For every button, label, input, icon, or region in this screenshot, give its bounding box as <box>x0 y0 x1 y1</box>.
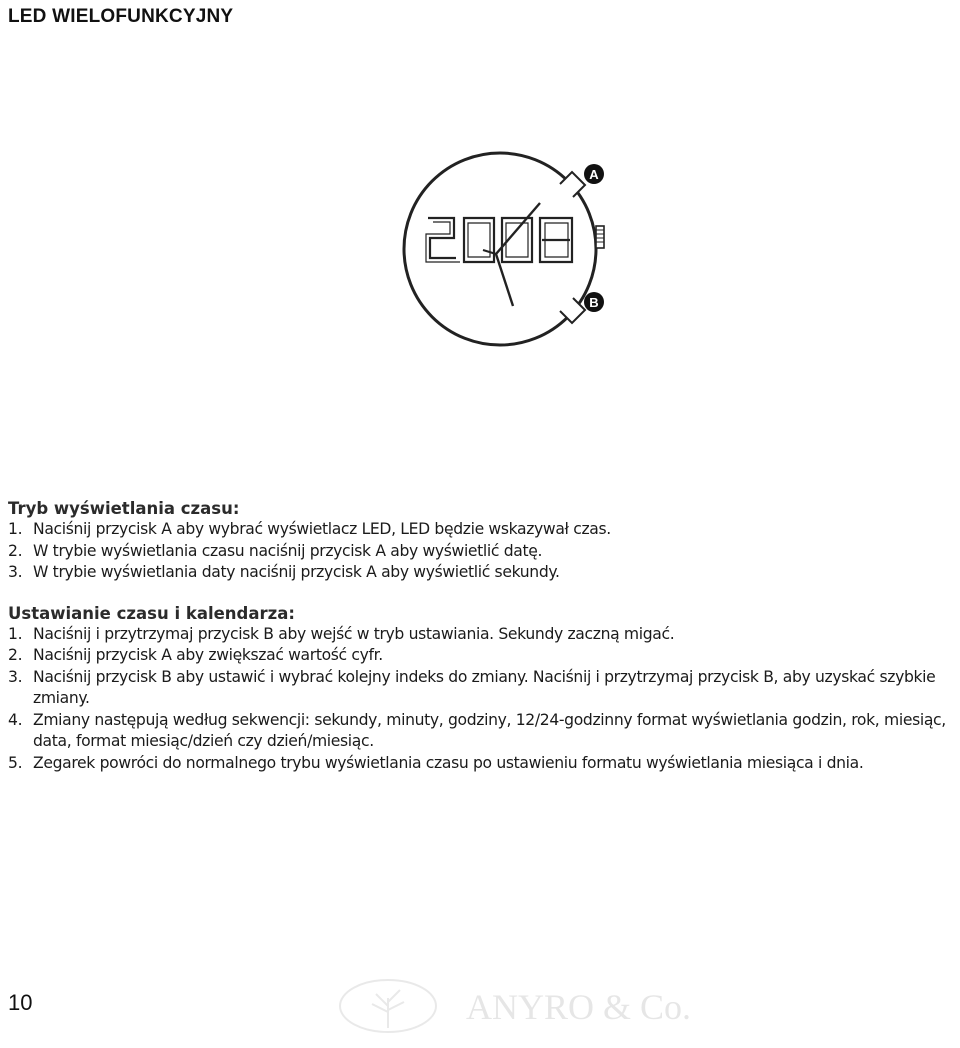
watermark <box>336 976 692 1036</box>
section-heading-display-mode: Tryb wyświetlania czasu: <box>8 499 240 518</box>
button-a-label: A <box>589 167 599 182</box>
page-title: LED WIELOFUNKCYJNY <box>8 6 234 27</box>
list-item: 1. Naciśnij i przytrzymaj przycisk B aby wejść w tryb ustawiania. Sekundy zaczną migać. <box>8 624 675 643</box>
time-setting-steps <box>8 624 958 775</box>
list-item: 2. W trybie wyświetlania czasu naciśnij przycisk A aby wyświetlić datę. <box>8 541 543 560</box>
list-item: 1. Naciśnij przycisk A aby wybrać wyświetlacz LED, LED będzie wskazywał czas. <box>8 520 611 538</box>
list-item: 5. Zegarek powróci do normalnego trybu wyświetlania czasu po ustawieniu formatu wyświetlania miesiąca i dnia. <box>8 753 864 772</box>
button-b-label: B <box>589 295 599 310</box>
list-item: 3. Naciśnij przycisk B aby ustawić i wybrać kolejny indeks do zmiany. Naciśnij i przytrzymaj przycisk B, aby uzyskać szybkie zmiany. <box>8 667 936 707</box>
list-item: 3. W trybie wyświetlania daty naciśnij przycisk A aby wyświetlić sekundy. <box>8 563 560 581</box>
watch-illustration <box>400 146 640 352</box>
list-item: 2. Naciśnij przycisk A aby zwiększać wartość cyfr. <box>8 646 383 664</box>
display-mode-steps <box>8 519 958 584</box>
page-number: 10 <box>8 990 33 1015</box>
watermark-text: ANYRO & Co. <box>466 987 692 1027</box>
watermark-tree-icon <box>336 976 456 1036</box>
section-heading-time-setting: Ustawianie czasu i kalendarza: <box>8 603 295 623</box>
list-item: 4. Zmiany następują według sekwencji: sekundy, minuty, godziny, 12/24-godzinny format wyświetlania godzin, rok, miesiąc, data, format miesiąc/dzień czy dzień/miesiąc. <box>8 710 946 750</box>
crown <box>596 226 604 248</box>
instructions <box>8 498 958 774</box>
